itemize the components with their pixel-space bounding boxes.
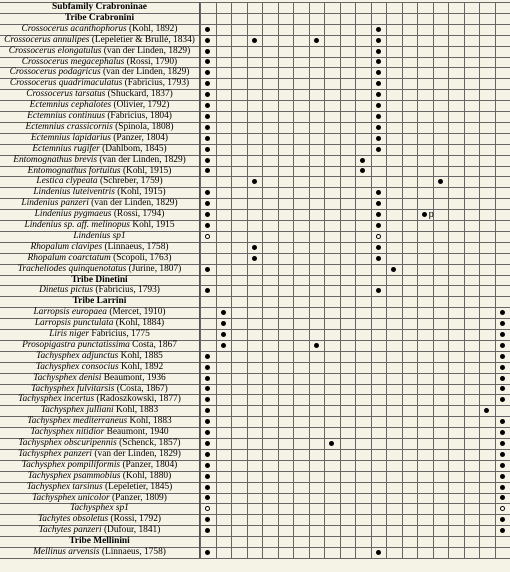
filled-dot-mark — [221, 332, 226, 337]
tribe-label: Tribe Dinetini — [71, 274, 128, 285]
species-name: Ectemnius cephalotes — [29, 100, 112, 111]
filled-dot-mark — [500, 343, 505, 348]
species-name: Tachytes panzeri — [38, 525, 102, 536]
species-author: (Dufour, 1841) — [101, 525, 161, 536]
species-name: Tachysphex tarsinus — [26, 481, 103, 492]
column-divider — [479, 2, 480, 558]
species-name-cell — [0, 122, 200, 133]
species-name-cell — [0, 405, 200, 416]
filled-dot-mark — [376, 550, 381, 555]
filled-dot-mark — [500, 485, 505, 490]
open-circle-mark — [500, 506, 505, 511]
column-divider — [355, 2, 356, 558]
filled-dot-mark — [205, 147, 210, 152]
column-divider — [448, 2, 449, 558]
column-divider — [433, 2, 434, 558]
filled-dot-mark — [438, 179, 443, 184]
filled-dot-mark — [205, 125, 210, 130]
species-name: Crossocerus podagricus — [9, 67, 101, 78]
mark-p-label: p — [428, 208, 434, 219]
tribe-heading — [0, 275, 200, 286]
species-name-cell — [0, 35, 200, 46]
filled-dot-mark — [205, 70, 210, 75]
column-divider — [386, 2, 387, 558]
column-divider — [247, 2, 248, 558]
species-name-cell — [0, 166, 200, 177]
species-name: Prosopigastra punctatissima — [22, 339, 130, 350]
filled-dot-mark — [376, 59, 381, 64]
species-name-cell — [0, 144, 200, 155]
species-name: Tachysphex nitidior — [30, 427, 105, 438]
filled-dot-mark — [376, 212, 381, 217]
filled-dot-mark — [205, 517, 210, 522]
species-author: (Kohl, 1915) — [114, 187, 166, 198]
filled-dot-mark — [360, 168, 365, 173]
column-divider — [464, 2, 465, 558]
species-author: (van der Linden, 1829) — [100, 67, 190, 78]
species-author: (Kohl, 1915) — [120, 165, 172, 176]
filled-dot-mark — [376, 27, 381, 32]
filled-dot-mark — [221, 343, 226, 348]
filled-dot-mark — [376, 70, 381, 75]
column-divider — [200, 2, 201, 558]
species-name: Rhopalum clavipes — [30, 241, 103, 252]
filled-dot-mark — [500, 310, 505, 315]
filled-dot-mark — [205, 463, 210, 468]
filled-dot-mark — [205, 59, 210, 64]
species-author: Kohl, 1883 — [113, 405, 159, 416]
species-author: Beaumont, 1940 — [104, 427, 169, 438]
filled-dot-mark — [205, 365, 210, 370]
species-name: Tachysphex fulvitarsis — [31, 383, 115, 394]
filled-dot-mark — [500, 332, 505, 337]
species-name: Mellinus arvensis — [33, 547, 100, 557]
species-name-cell — [0, 362, 200, 373]
filled-dot-mark — [500, 463, 505, 468]
species-name: Ectemnius crassicornis — [25, 121, 113, 132]
species-name: Ectemnius lapidarius — [30, 132, 111, 143]
species-name-cell — [0, 394, 200, 405]
species-name: Tachysphex mediterraneus — [27, 416, 128, 427]
filled-dot-mark — [205, 81, 210, 86]
species-author: (Jurine, 1807) — [126, 263, 182, 274]
filled-dot-mark — [205, 103, 210, 108]
species-name-cell — [0, 198, 200, 209]
tribe-label: Tribe Crabronini — [64, 12, 135, 23]
species-name-cell — [0, 57, 200, 68]
species-name-cell — [0, 264, 200, 275]
column-divider — [231, 2, 232, 558]
filled-dot-mark — [205, 136, 210, 141]
filled-dot-mark — [314, 343, 319, 348]
species-name: Tachysphex denisi — [33, 372, 102, 383]
column-divider — [293, 2, 294, 558]
filled-dot-mark — [252, 179, 257, 184]
species-author: (van der Linden, 1829) — [92, 448, 181, 459]
filled-dot-mark — [205, 267, 210, 272]
species-name: Crossocerus elongatulus — [8, 45, 102, 56]
species-name-cell — [0, 329, 200, 340]
filled-dot-mark — [205, 168, 210, 173]
species-name: Lindenius sp1 — [73, 230, 126, 241]
species-name-cell — [0, 67, 200, 78]
filled-dot-mark — [500, 452, 505, 457]
filled-dot-mark — [205, 474, 210, 479]
species-name-cell — [0, 427, 200, 438]
filled-dot-mark — [500, 365, 505, 370]
species-author: (Mercet, 1910) — [106, 307, 166, 318]
filled-dot-mark — [205, 38, 210, 43]
species-name: Crossocerus tarsatus — [26, 89, 106, 100]
filled-dot-mark — [500, 376, 505, 381]
species-author: (Radoszkowski, 1877) — [94, 394, 181, 405]
filled-dot-mark — [484, 408, 489, 413]
filled-dot-mark — [205, 550, 210, 555]
species-author: (van der Linden, 1829) — [88, 198, 178, 209]
species-author: Costa, 1867 — [129, 339, 177, 350]
species-name: Lestica clypeata — [36, 176, 98, 187]
species-author: (van der Linden, 1829) — [101, 45, 191, 56]
filled-dot-mark — [376, 245, 381, 250]
column-divider — [262, 2, 263, 558]
filled-dot-mark — [205, 201, 210, 206]
species-name: Ectemnius rugifer — [32, 143, 100, 154]
species-author: Kohl, 1892 — [118, 361, 164, 372]
species-name: Lindenius panzeri — [21, 198, 89, 209]
species-name-cell — [0, 460, 200, 471]
column-divider — [216, 2, 217, 558]
column-divider — [495, 2, 496, 558]
species-name: Dinetus pictus — [39, 285, 93, 296]
species-name-cell — [0, 111, 200, 122]
species-author: (Fabricius, 1793) — [92, 285, 160, 296]
species-name: Tachysphex pompiliformis — [21, 459, 121, 470]
species-name: Crossocerus megacephalus — [21, 56, 125, 67]
species-author: (Panzer, 1804) — [120, 459, 178, 470]
species-author: (Schreber, 1759) — [97, 176, 163, 187]
species-name-cell — [0, 373, 200, 384]
species-author: (Linnaeus, 1758) — [102, 241, 169, 252]
species-name-cell — [0, 187, 200, 198]
filled-dot-mark — [500, 397, 505, 402]
species-name-cell — [0, 253, 200, 264]
species-name-cell — [0, 155, 200, 166]
filled-dot-mark — [500, 386, 505, 391]
filled-dot-mark — [205, 223, 210, 228]
tribe-label: Tribe Mellinini — [69, 536, 130, 547]
species-name: Tachysphex incertus — [18, 394, 95, 405]
filled-dot-mark — [205, 528, 210, 533]
species-name-cell — [0, 89, 200, 100]
species-name: Crossocerus acanthophorus — [21, 23, 127, 34]
filled-dot-mark — [252, 38, 257, 43]
species-name-cell — [0, 449, 200, 460]
filled-dot-mark — [205, 92, 210, 97]
filled-dot-mark — [376, 81, 381, 86]
filled-dot-mark — [500, 354, 505, 359]
species-name: Larropsis punctulata — [34, 318, 114, 329]
tribe-label: Tribe Larrini — [72, 296, 127, 307]
species-name-cell — [0, 231, 200, 242]
filled-dot-mark — [329, 441, 334, 446]
species-name-cell — [0, 416, 200, 427]
species-name: Liris niger — [49, 329, 90, 339]
species-author: (Rossi, 1794) — [111, 209, 165, 220]
species-name-cell — [0, 438, 200, 449]
species-name: Tachytes obsoletus — [37, 514, 109, 525]
species-name: Lindenius sp. aff. melinopus — [24, 220, 130, 230]
filled-dot-mark — [500, 419, 505, 424]
tribe-heading — [0, 296, 200, 307]
filled-dot-mark — [376, 38, 381, 43]
species-name-cell — [0, 24, 200, 35]
species-name: Crossocerus quadrimaculatus — [9, 78, 123, 89]
species-name-cell — [0, 482, 200, 493]
species-name-cell — [0, 46, 200, 57]
filled-dot-mark — [252, 245, 257, 250]
species-author: (Dahlbom, 1845) — [99, 143, 167, 154]
filled-dot-mark — [205, 190, 210, 195]
species-name: Crossocerus annulipes — [4, 34, 90, 45]
filled-dot-mark — [205, 49, 210, 54]
species-author: (Fabricius, 1804) — [104, 111, 172, 121]
filled-dot-mark — [205, 288, 210, 293]
tribe-heading — [0, 536, 200, 547]
filled-dot-mark — [205, 430, 210, 435]
species-name: Tachysphex julliani — [40, 405, 114, 416]
column-divider — [402, 2, 403, 558]
species-author: (Kohl, 1892) — [126, 23, 178, 34]
filled-dot-mark — [376, 256, 381, 261]
species-name: Tracheliodes quinquenotatus — [17, 263, 127, 274]
open-circle-mark — [376, 234, 381, 239]
filled-dot-mark — [205, 376, 210, 381]
column-divider — [309, 2, 310, 558]
species-name: Tachysphex panzeri — [18, 448, 93, 459]
filled-dot-mark — [376, 201, 381, 206]
species-name-cell — [0, 384, 200, 395]
species-author: (Scopoli, 1763) — [110, 252, 172, 263]
species-name-cell — [0, 220, 200, 231]
species-name: Tachysphex obscuripennis — [18, 438, 117, 448]
column-divider — [417, 2, 418, 558]
open-circle-mark — [205, 506, 210, 511]
filled-dot-mark — [205, 485, 210, 490]
column-divider — [324, 2, 325, 558]
species-author: (Kohl, 1884) — [113, 318, 165, 329]
filled-dot-mark — [205, 386, 210, 391]
filled-dot-mark — [376, 114, 381, 119]
filled-dot-mark — [376, 125, 381, 130]
species-name: Tachysphex consocius — [35, 361, 119, 372]
filled-dot-mark — [500, 321, 505, 326]
species-author: Fabricius, 1775 — [89, 329, 150, 339]
species-name-cell — [0, 471, 200, 482]
filled-dot-mark — [205, 452, 210, 457]
species-name-cell — [0, 503, 200, 514]
filled-dot-mark — [500, 517, 505, 522]
species-name: Larropsis europaea — [33, 307, 107, 318]
species-name: Entomognathus brevis — [13, 154, 97, 165]
filled-dot-mark — [391, 267, 396, 272]
species-author: (Shuckard, 1837) — [105, 89, 173, 100]
filled-dot-mark — [376, 136, 381, 141]
filled-dot-mark — [205, 27, 210, 32]
species-name-cell — [0, 547, 200, 558]
column-divider — [340, 2, 341, 558]
filled-dot-mark — [205, 354, 210, 359]
filled-dot-mark — [500, 430, 505, 435]
column-divider — [278, 2, 279, 558]
filled-dot-mark — [205, 397, 210, 402]
species-author: (Costa, 1867) — [114, 383, 168, 394]
species-name-cell — [0, 133, 200, 144]
species-author: Kohl, 1915 — [129, 220, 175, 230]
species-author: (Linnaeus, 1758) — [99, 547, 166, 557]
species-name-cell — [0, 285, 200, 296]
filled-dot-mark — [314, 38, 319, 43]
species-author: (Panzer, 1809) — [109, 492, 167, 503]
species-name-cell — [0, 351, 200, 362]
filled-dot-mark — [500, 495, 505, 500]
species-name-cell — [0, 525, 200, 536]
filled-dot-mark — [500, 474, 505, 479]
filled-dot-mark — [500, 528, 505, 533]
species-name: Lindenius pygmaeus — [34, 209, 112, 220]
species-author: (Rossi, 1790) — [124, 56, 178, 67]
species-name: Tachysphex adjunctus — [36, 350, 119, 361]
species-name-cell — [0, 78, 200, 89]
species-name-cell — [0, 209, 200, 220]
species-name-cell — [0, 176, 200, 187]
subfamily-heading — [0, 2, 200, 13]
filled-dot-mark — [376, 223, 381, 228]
species-name-cell — [0, 318, 200, 329]
species-author: (Spinola, 1808) — [112, 121, 174, 132]
filled-dot-mark — [221, 321, 226, 326]
species-author: (Panzer, 1804) — [110, 132, 169, 143]
filled-dot-mark — [376, 288, 381, 293]
species-name-cell — [0, 340, 200, 351]
species-name-cell — [0, 100, 200, 111]
filled-dot-mark — [422, 212, 427, 217]
filled-dot-mark — [376, 92, 381, 97]
species-author: (Rossi, 1792) — [108, 514, 162, 525]
species-author: Beaumont, 1936 — [101, 372, 166, 383]
species-author: (Schenck, 1857) — [116, 438, 181, 448]
filled-dot-mark — [205, 441, 210, 446]
filled-dot-mark — [205, 212, 210, 217]
species-name: Tachysphex unicolor — [32, 492, 110, 503]
filled-dot-mark — [205, 114, 210, 119]
species-author: (Olivier, 1792) — [111, 100, 170, 111]
species-name: Entomognathus fortuitus — [27, 165, 121, 176]
filled-dot-mark — [221, 310, 226, 315]
filled-dot-mark — [205, 419, 210, 424]
filled-dot-mark — [376, 103, 381, 108]
filled-dot-mark — [360, 158, 365, 163]
filled-dot-mark — [376, 190, 381, 195]
filled-dot-mark — [205, 158, 210, 163]
filled-dot-mark — [205, 495, 210, 500]
species-author: Kohl, 1883 — [127, 416, 172, 427]
open-circle-mark — [205, 234, 210, 239]
column-divider — [371, 2, 372, 558]
species-author: (Lepeletier, 1845) — [102, 481, 173, 492]
species-name-cell — [0, 307, 200, 318]
species-name: Tachysphex psammobius — [27, 470, 121, 481]
species-name-cell — [0, 242, 200, 253]
species-name-cell — [0, 493, 200, 504]
tribe-heading — [0, 13, 200, 24]
subfamily-label: Subfamily Crabroninae — [52, 2, 147, 12]
filled-dot-mark — [376, 49, 381, 54]
row-divider — [0, 558, 510, 559]
species-name: Tachysphex sp1 — [70, 503, 129, 514]
species-name: Rhopalum coarctatum — [27, 252, 111, 263]
species-author: (Lepeletier & Brullé, 1834) — [89, 34, 195, 45]
filled-dot-mark — [500, 441, 505, 446]
species-author: Kohl, 1885 — [118, 350, 163, 361]
species-author: (Fabricius, 1793) — [122, 78, 190, 89]
species-name-cell — [0, 514, 200, 525]
species-author: (Kohl, 1880) — [120, 470, 172, 481]
species-name: Lindenius luteiventris — [33, 187, 115, 198]
filled-dot-mark — [376, 147, 381, 152]
filled-dot-mark — [205, 408, 210, 413]
species-name: Ectemnius continuus — [27, 111, 105, 121]
filled-dot-mark — [252, 256, 257, 261]
species-author: (van der Linden, 1829) — [96, 154, 186, 165]
